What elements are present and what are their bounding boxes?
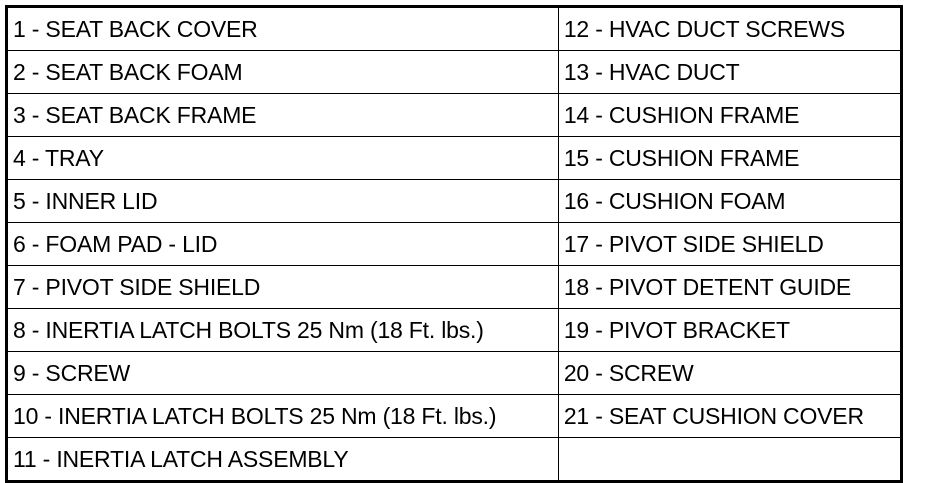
legend-cell: 12 - HVAC DUCT SCREWS [558, 7, 901, 51]
legend-cell: 19 - PIVOT BRACKET [558, 309, 901, 352]
legend-cell: 1 - SEAT BACK COVER [7, 7, 559, 51]
table-row [7, 266, 902, 309]
legend-cell: 20 - SCREW [558, 352, 901, 395]
legend-cell: 18 - PIVOT DETENT GUIDE [558, 266, 901, 309]
legend-cell: 17 - PIVOT SIDE SHIELD [558, 223, 901, 266]
legend-cell: 8 - INERTIA LATCH BOLTS 25 Nm (18 Ft. lbs.) [7, 309, 559, 352]
table-row [7, 7, 902, 51]
legend-cell: 13 - HVAC DUCT [558, 51, 901, 94]
parts-legend-table [5, 5, 903, 483]
table-row [7, 137, 902, 180]
table-row [7, 309, 902, 352]
legend-cell: 15 - CUSHION FRAME [558, 137, 901, 180]
legend-cell: 4 - TRAY [7, 137, 559, 180]
legend-cell: 11 - INERTIA LATCH ASSEMBLY [7, 438, 559, 482]
empty-cell [558, 438, 901, 482]
legend-cell: 3 - SEAT BACK FRAME [7, 94, 559, 137]
table-row [7, 395, 902, 438]
table-row [7, 438, 902, 482]
legend-cell: 2 - SEAT BACK FOAM [7, 51, 559, 94]
table-row [7, 51, 902, 94]
legend-cell: 7 - PIVOT SIDE SHIELD [7, 266, 559, 309]
legend-cell: 5 - INNER LID [7, 180, 559, 223]
legend-cell: 14 - CUSHION FRAME [558, 94, 901, 137]
legend-cell: 10 - INERTIA LATCH BOLTS 25 Nm (18 Ft. lbs.) [7, 395, 559, 438]
legend-cell: 9 - SCREW [7, 352, 559, 395]
table-row [7, 180, 902, 223]
legend-cell: 6 - FOAM PAD - LID [7, 223, 559, 266]
table-row [7, 223, 902, 266]
table-row [7, 94, 902, 137]
table-row [7, 352, 902, 395]
legend-cell: 21 - SEAT CUSHION COVER [558, 395, 901, 438]
legend-cell: 16 - CUSHION FOAM [558, 180, 901, 223]
